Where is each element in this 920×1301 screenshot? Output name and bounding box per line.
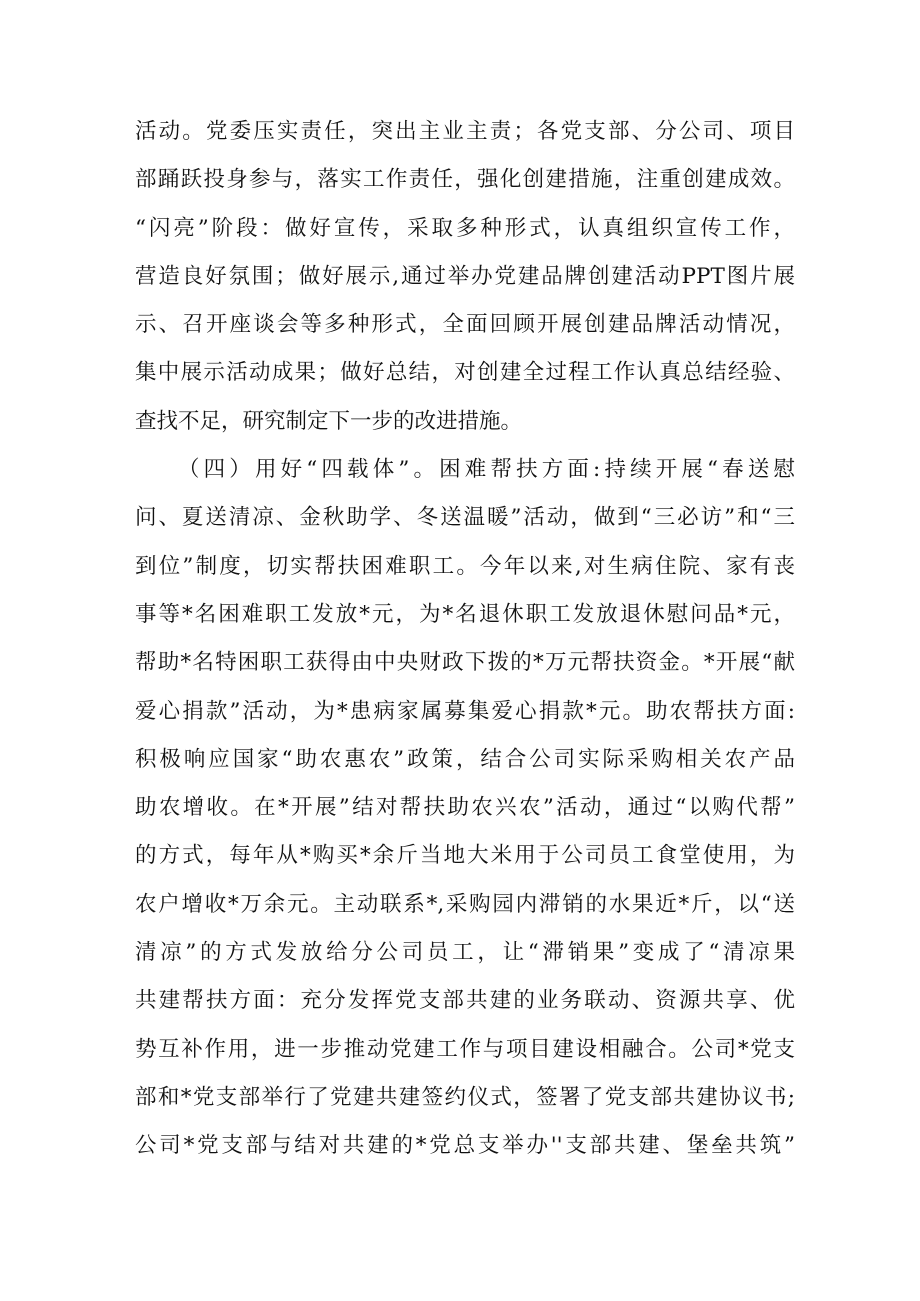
text-line: 爱心捐款”活动，为*患病家属募集爱心捐款*元。助农帮扶方面: bbox=[135, 698, 795, 724]
text-line: 部和*党支部举行了党建共建签约仪式，签署了党支部共建协议书; bbox=[135, 1084, 795, 1110]
document-body bbox=[135, 108, 795, 1171]
text-line: 事等*名困难职工发放*元，为*名退休职工发放退休慰问品*元， bbox=[135, 601, 795, 627]
text-line: 助农增收。在*开展”结对帮扶助农兴农”活动，通过“以购代帮” bbox=[135, 795, 795, 821]
text-line: 共建帮扶方面：充分发挥党支部共建的业务联动、资源共享、优 bbox=[135, 988, 795, 1014]
text-line: “闪亮”阶段：做好宣传，采取多种形式，认真组织宣传工作， bbox=[135, 215, 795, 241]
text-line: 公司*党支部与结对共建的*党总支举办''支部共建、堡垒共筑” bbox=[135, 1133, 795, 1159]
text-line: 的方式，每年从*购买*余斤当地大米用于公司员工食堂使用，为 bbox=[135, 843, 795, 869]
text-line: 营造良好氛围；做好展示,通过举办党建品牌创建活动PPT图片展 bbox=[135, 263, 795, 289]
text-line: 示、召开座谈会等多种形式，全面回顾开展创建品牌活动情况， bbox=[135, 312, 795, 338]
text-line: 清凉”的方式发放给分公司员工，让“滞销果”变成了“清凉果 bbox=[135, 940, 795, 966]
text-line: 集中展示活动成果；做好总结，对创建全过程工作认真总结经验、 bbox=[135, 360, 795, 386]
text-line: 农户增收*万余元。主动联系*,采购园内滞销的水果近*斤，以“送 bbox=[135, 891, 795, 917]
text-line: 积极响应国家“助农惠农”政策，结合公司实际采购相关农产品 bbox=[135, 746, 795, 772]
text-line: 部踊跃投身参与，落实工作责任，强化创建措施，注重创建成效。 bbox=[135, 167, 795, 193]
text-line: 势互补作用，进一步推动党建工作与项目建设相融合。公司*党支 bbox=[135, 1036, 795, 1062]
text-line: 活动。党委压实责任，突出主业主责；各党支部、分公司、项目 bbox=[135, 119, 795, 144]
paragraph-end-line: 查找不足，研究制定下一步的改进措施。 bbox=[135, 408, 523, 434]
text-line: 到位”制度，切实帮扶困难职工。今年以来,对生病住院、家有丧 bbox=[135, 553, 795, 579]
text-line: 问、夏送清凉、金秋助学、冬送温暖”活动，做到“三必访”和“三 bbox=[135, 505, 795, 531]
section-heading-line: （四）用好“四载体”。困难帮扶方面:持续开展“春送慰 bbox=[178, 457, 795, 483]
text-line: 帮助*名特困职工获得由中央财政下拨的*万元帮扶资金。*开展“献 bbox=[135, 650, 795, 676]
